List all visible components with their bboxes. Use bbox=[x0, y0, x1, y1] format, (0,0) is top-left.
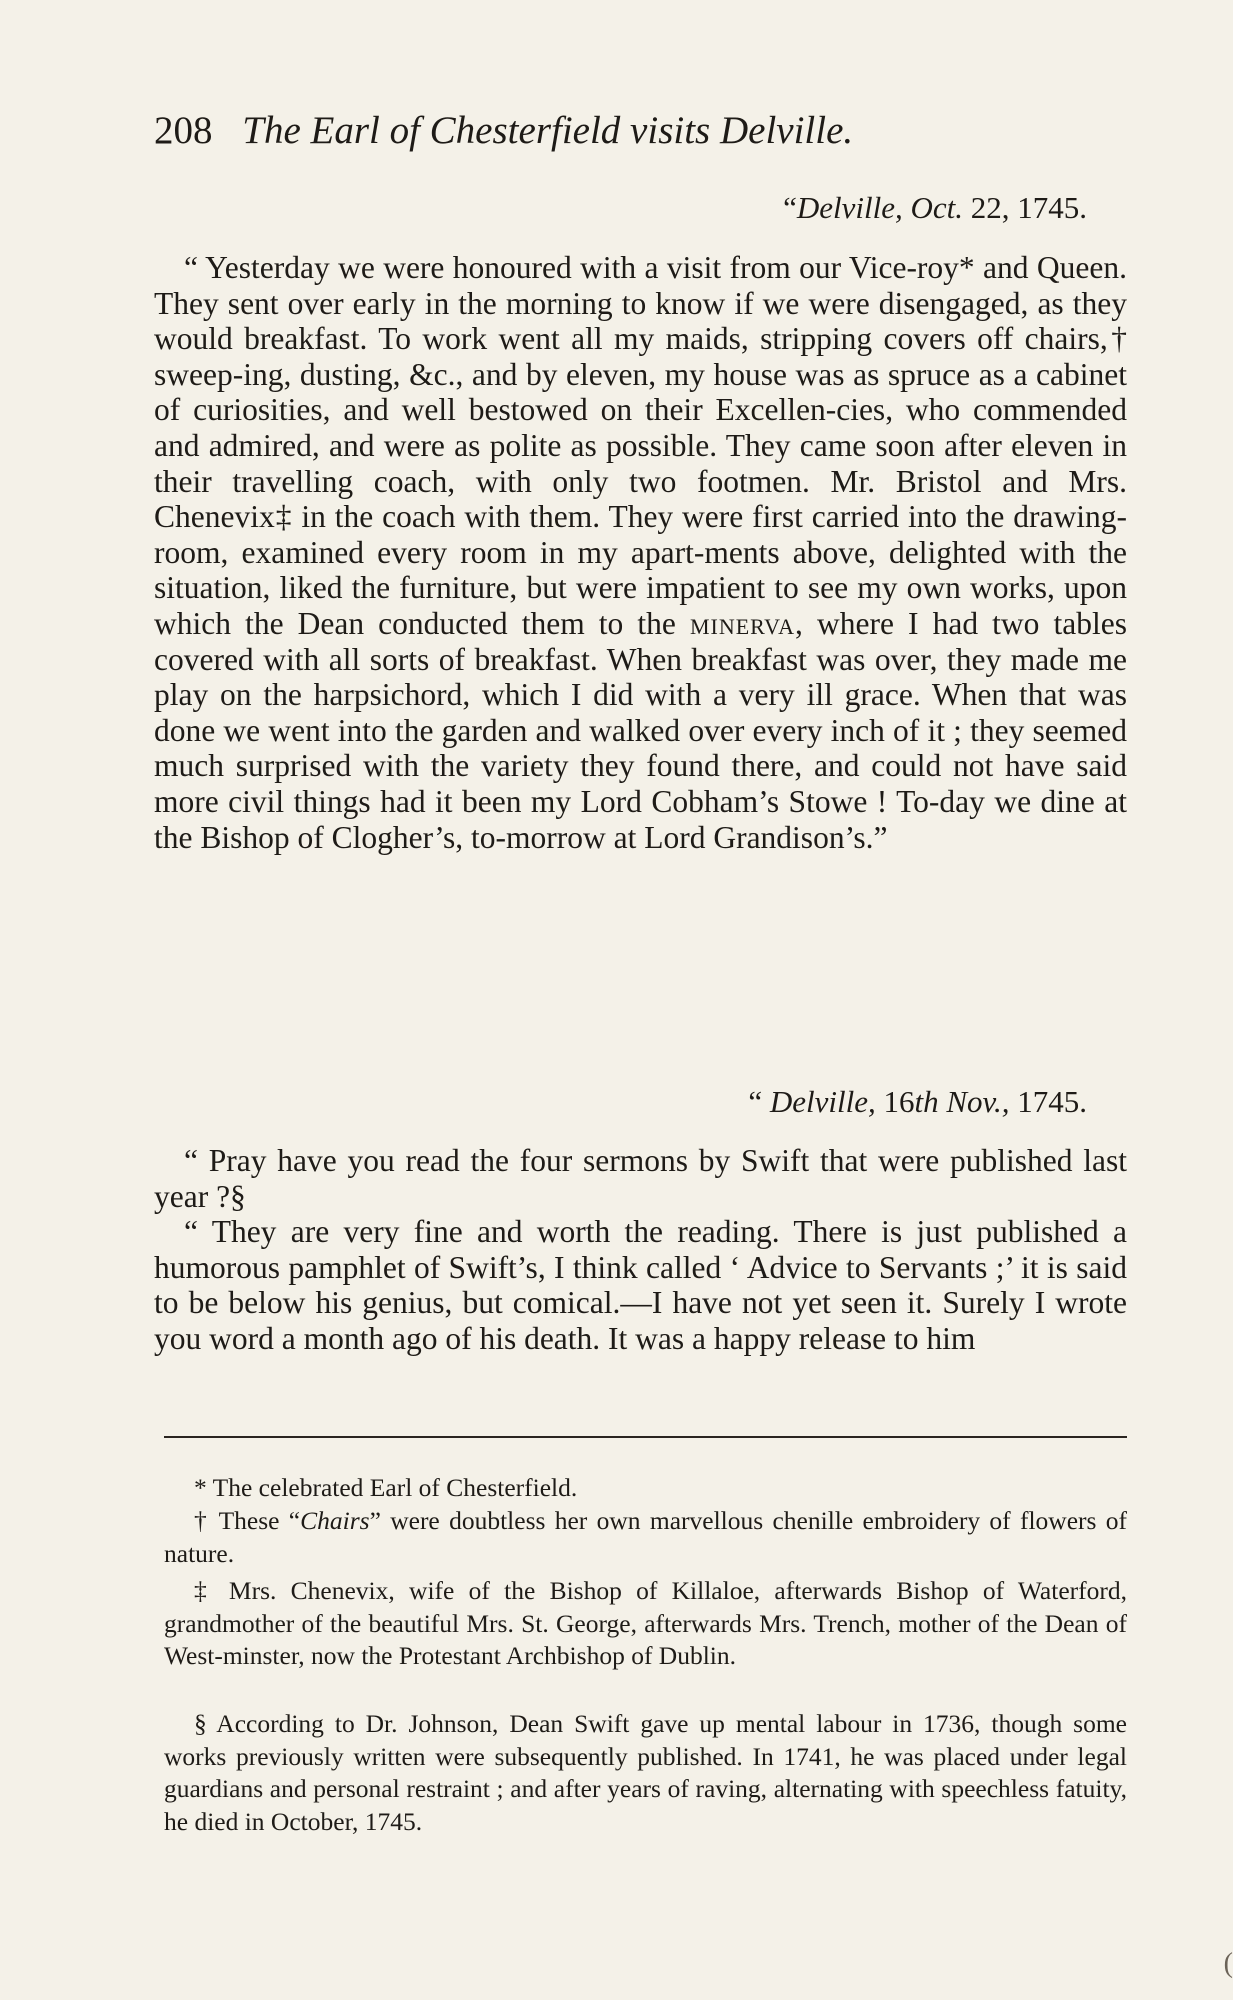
footnote-4: § According to Dr. Johnson, Dean Swift gave up mental labour in 1736, though some works previously written were subsequently published. In 1741, he was placed under legal guardians and personal restraint ; and after years of raving, alternating with speechless fatuity, he died in October, 1745. bbox=[164, 1709, 1127, 1836]
footnote-3: ‡ Mrs. Chenevix, wife of the Bishop of Killaloe, afterwards Bishop of Waterford, grandmother of the beautiful Mrs. St. George, afterwards Mrs. Trench, mother of the Dean of West-minster, now the Protestant Archbishop of Dublin. bbox=[164, 1576, 1127, 1670]
running-header bbox=[154, 103, 1127, 159]
letter2-dateline-place: Delville, bbox=[769, 1084, 876, 1119]
letter1-body: “ Yesterday we were honoured with a visit from our Vice-roy* and Queen. They sent over early in the morning to know if we were disengaged, as they would breakfast. To work went all my maids, stripping covers off chairs,† sweep-ing, dusting, &c., and by eleven, my house was as spruce as a cabinet of curiosities, and well bestowed on their Excellen-cies, who commended and admired, and were as polite as possible. They came soon after eleven in their travelling coach, with only two footmen. Mr. Bristol and Mrs. Chenevix‡ in the coach with them. They were first carried into the drawing-room, examined every room in my apart-ments above, delighted with the situation, liked the furniture, but were impatient to see my own works, upon which the Dean conducted them to the minerva, where I had two tables covered with all sorts of breakfast. When breakfast was over, they made me play on the harpsichord, which I did with a very ill grace. When that was done we went into the garden and walked over every inch of it ; they seemed much surprised with the variety they found there, and could not have said more civil things had it been my Lord Cobham’s Stowe ! To-day we dine at the Bishop of Clogher’s, to-morrow at Lord Grandison’s.” bbox=[154, 250, 1127, 855]
page-number: 208 bbox=[154, 109, 213, 152]
footnote-divider bbox=[164, 1436, 1127, 1438]
letter2-dateline: “ Delville, 16th Nov., 1745. bbox=[748, 1084, 1087, 1119]
page-edge-mark: ( bbox=[1223, 1948, 1233, 1979]
letter1-dateline-place: Delville, Oct. bbox=[796, 190, 963, 225]
letter2-paragraph-2: “ They are very fine and worth the reading. There is just published a humorous pamphlet of Swift’s, I think called ‘ Advice to Servants ;’ it is said to be below his genius, but comical.—I have not yet seen it. Surely I wrote you word a month ago of his death. It was a happy release to him bbox=[154, 1214, 1127, 1356]
footnote-2: † These “Chairs” were doubtless her own marvellous chenille embroidery of flowers of nature. bbox=[164, 1506, 1128, 1568]
running-title: The Earl of Chesterfield visits Delville. bbox=[242, 109, 854, 152]
footnote-1: * The celebrated Earl of Chesterfield. bbox=[194, 1473, 578, 1502]
letter2-paragraph-1: “ Pray have you read the four sermons by Swift that were published last year ?§ bbox=[154, 1143, 1127, 1214]
book-page bbox=[154, 0, 1127, 2000]
letter1-dateline: “Delville, Oct. 22, 1745. bbox=[783, 190, 1087, 225]
minerva-smallcaps: minerva bbox=[689, 605, 796, 641]
letter1-dateline-date: 22, 1745. bbox=[963, 190, 1087, 225]
